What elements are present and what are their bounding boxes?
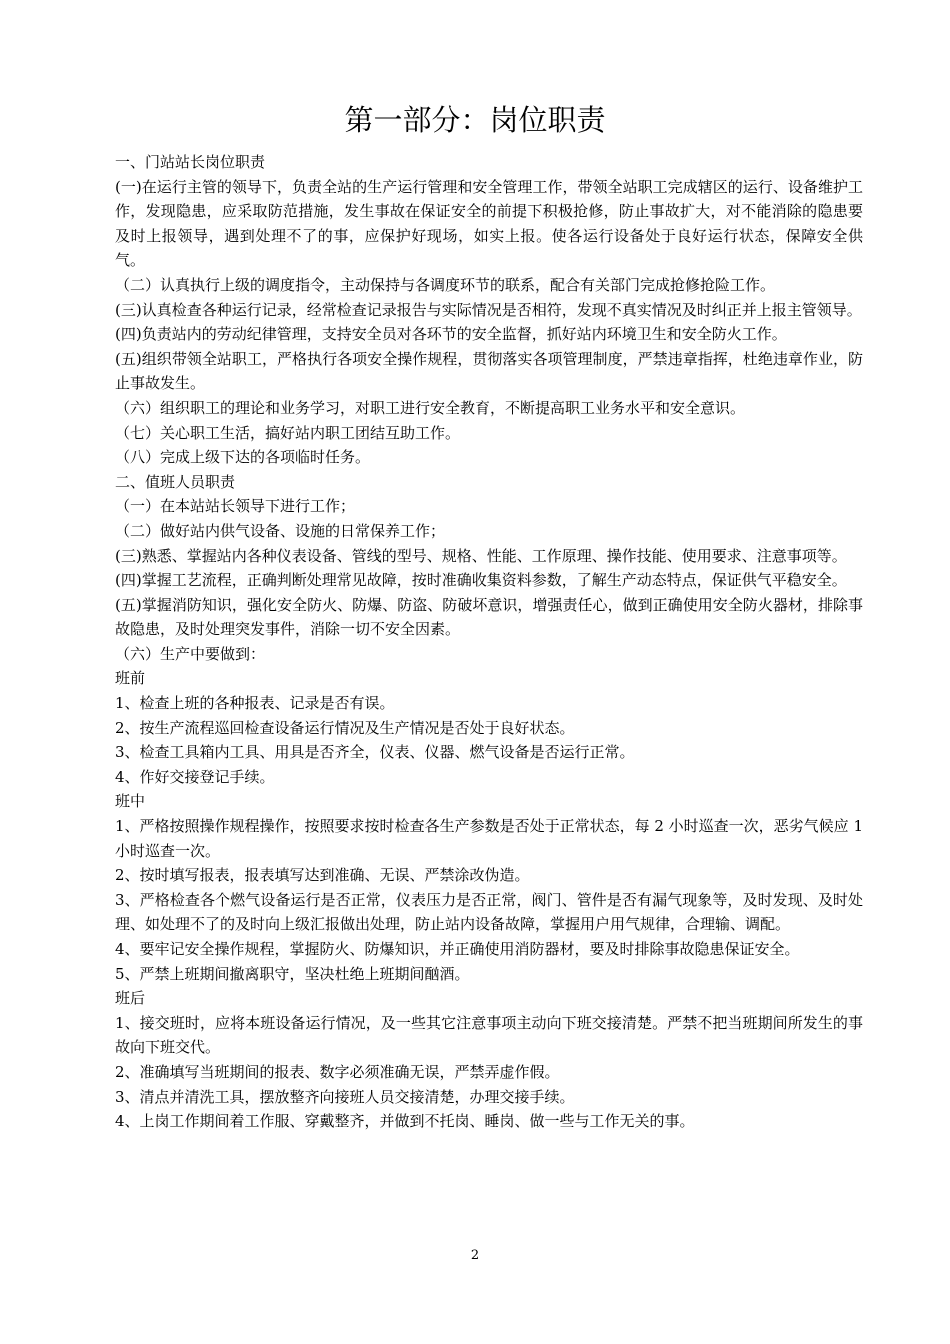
paragraph: （六）生产中要做到： bbox=[115, 644, 266, 663]
paragraph: (三)熟悉、掌握站内各种仪表设备、管线的型号、规格、性能、工作原理、操作技能、使用要求、注意事项等。 bbox=[115, 546, 847, 565]
paragraph: 3、清点并清洗工具，摆放整齐向接班人员交接清楚，办理交接手续。 bbox=[115, 1087, 575, 1106]
page-number: 2 bbox=[470, 1248, 480, 1263]
paragraph: 3、检查工具箱内工具、用具是否齐全，仪表、仪器、燃气设备是否运行正常。 bbox=[115, 743, 635, 762]
page-title: 第一部分：岗位职责 bbox=[344, 103, 606, 137]
paragraph: 班前 bbox=[115, 669, 146, 688]
paragraph: (三)认真检查各种运行记录，经常检查记录报告与实际情况是否相符，发现不真实情况及时纠正并上报主管领导。 bbox=[115, 300, 862, 319]
paragraph: 二、值班人员职责 bbox=[115, 472, 236, 491]
paragraph: 一、门站站长岗位职责 bbox=[115, 153, 266, 171]
paragraph: 3、严格检查各个燃气设备运行是否正常，仪表压力是否正常，阀门、管件是否有漏气现象等，及时发现、及时处理、如处理不了的及时向上级汇报做出处理，防止站内设备故障，掌握用户用气规律，合理输、调配。 bbox=[115, 890, 863, 934]
paragraph: 1、接交班时，应将本班设备运行情况，及一些其它注意事项主动向下班交接清楚。严禁不把当班期间所发生的事故向下班交代。 bbox=[115, 1013, 863, 1057]
paragraph: (四)掌握工艺流程，正确判断处理常见故障，按时准确收集资料参数，了解生产动态特点，保证供气平稳安全。 bbox=[115, 571, 847, 590]
paragraph: 4、上岗工作期间着工作服、穿戴整齐，并做到不托岗、睡岗、做一些与工作无关的事。 bbox=[115, 1112, 695, 1131]
document-body bbox=[115, 150, 863, 1134]
paragraph: 2、按时填写报表，报表填写达到准确、无误、严禁涂改伪造。 bbox=[115, 866, 530, 885]
paragraph: 2、按生产流程巡回检查设备运行情况及生产情况是否处于良好状态。 bbox=[115, 718, 575, 737]
paragraph: （二）认真执行上级的调度指令，主动保持与各调度环节的联系，配合有关部门完成抢修抢险工作。 bbox=[115, 275, 776, 294]
paragraph: 5、严禁上班期间撤离职守，坚决杜绝上班期间酗酒。 bbox=[115, 964, 470, 983]
paragraph: 1、严格按照操作规程操作，按照要求按时检查各生产参数是否处于正常状态，每 2 小时巡查一次，恶劣气候应 1 小时巡查一次。 bbox=[115, 817, 863, 860]
paragraph: 班后 bbox=[115, 989, 146, 1008]
paragraph: 4、要牢记安全操作规程，掌握防火、防爆知识，并正确使用消防器材，要及时排除事故隐患保证安全。 bbox=[115, 940, 800, 958]
paragraph: （二）做好站内供气设备、设施的日常保养工作； bbox=[115, 521, 446, 540]
paragraph: 2、准确填写当班期间的报表、数字必须准确无误，严禁弄虚作假。 bbox=[115, 1062, 560, 1081]
paragraph: (五)掌握消防知识，强化安全防火、防爆、防盗、防破坏意识，增强责任心，做到正确使用安全防火器材，排除事故隐患，及时处理突发事件，消除一切不安全因素。 bbox=[115, 595, 863, 639]
paragraph: (五)组织带领全站职工，严格执行各项安全操作规程，贯彻落实各项管理制度，严禁违章指挥，杜绝违章作业，防止事故发生。 bbox=[115, 349, 863, 393]
paragraph: （六）组织职工的理论和业务学习，对职工进行安全教育，不断提高职工业务水平和安全意识。 bbox=[115, 398, 746, 417]
paragraph: （一）在本站站长领导下进行工作； bbox=[115, 497, 356, 516]
paragraph: 4、作好交接登记手续。 bbox=[115, 767, 275, 786]
paragraph: (四)负责站内的劳动纪律管理，支持安全员对各环节的安全监督，抓好站内环境卫生和安全防火工作。 bbox=[115, 325, 787, 344]
paragraph: 班中 bbox=[115, 792, 146, 811]
paragraph: (一)在运行主管的领导下，负责全站的生产运行管理和安全管理工作，带领全站职工完成辖区的运行、设备维护工作，发现隐患，应采取防范措施，发生事故在保证安全的前提下积极抢修，防止事故扩大，对不能消除的隐患要及时上报领导，遇到处理不了的事，应保护好现场，如实上报。使各运行设备处于良好运行状态，保障安全供气。 bbox=[115, 177, 863, 270]
paragraph: 1、检查上班的各种报表、记录是否有误。 bbox=[115, 694, 395, 713]
paragraph: （七）关心职工生活，搞好站内职工团结互助工作。 bbox=[115, 423, 461, 442]
paragraph: （八）完成上级下达的各项临时任务。 bbox=[115, 448, 371, 467]
